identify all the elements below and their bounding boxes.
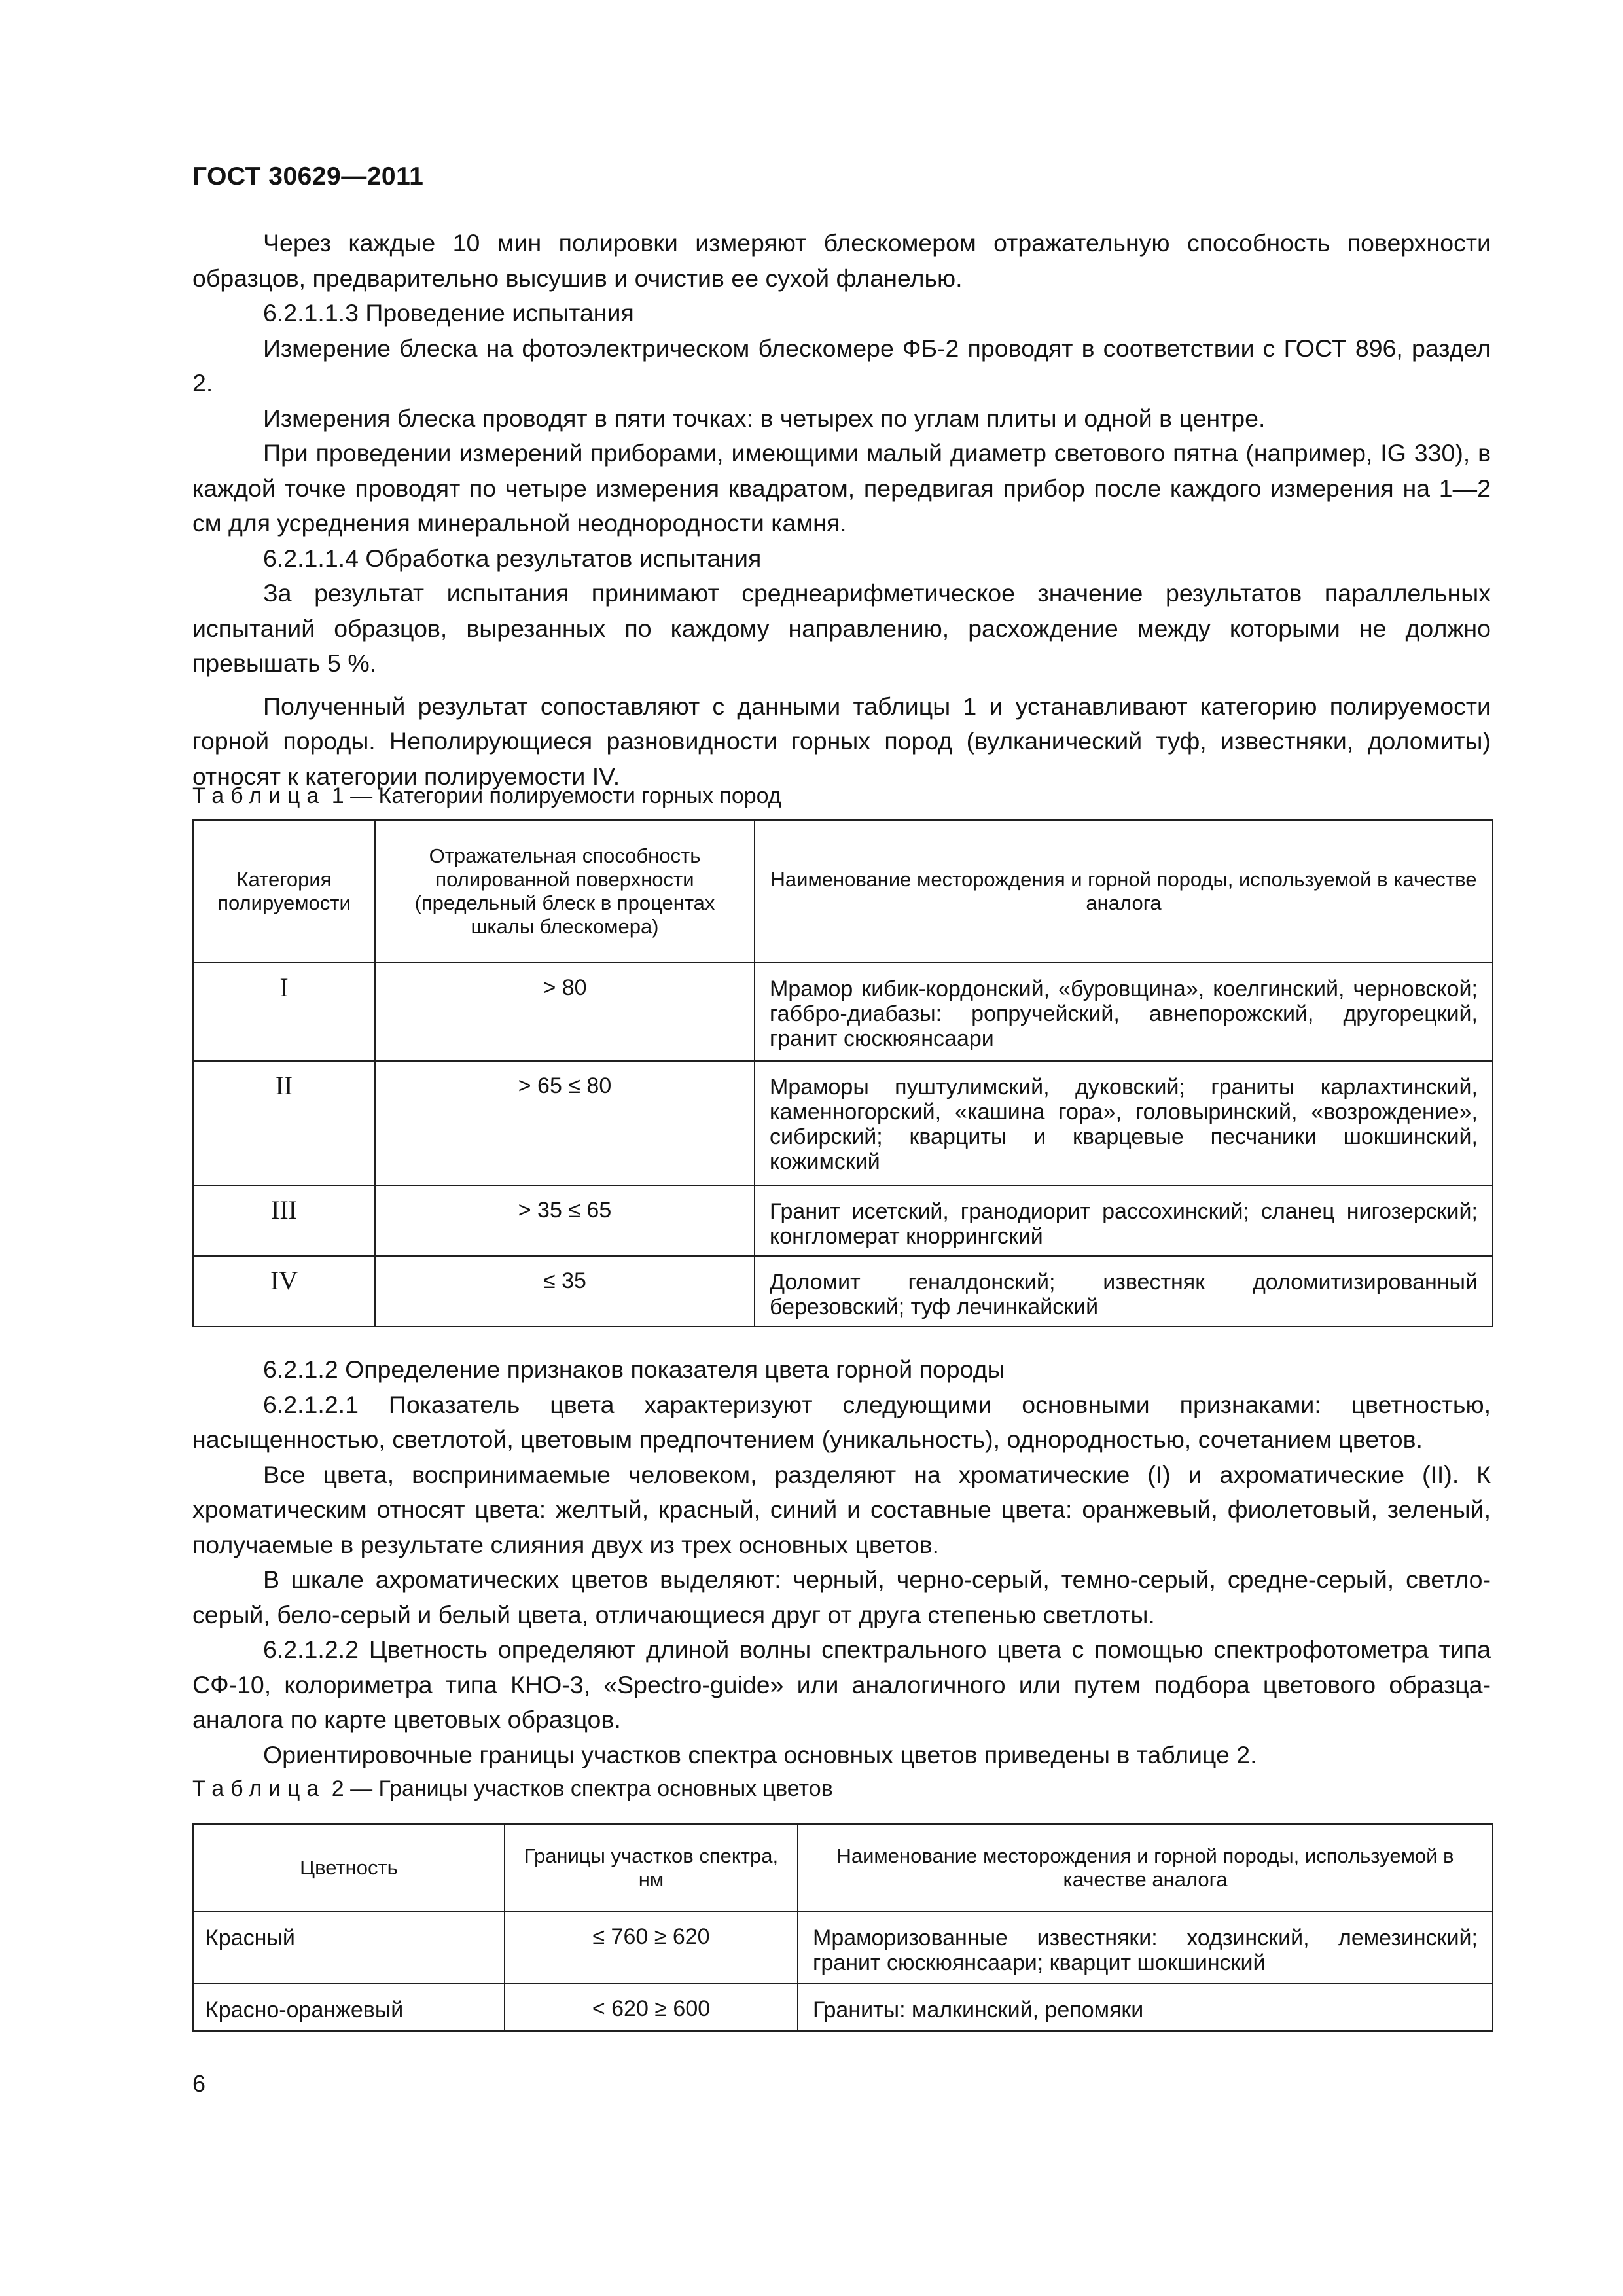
description-cell: Граниты: малкинский, репомяки xyxy=(798,1984,1493,2031)
body-text-section-2 xyxy=(192,1352,1491,1772)
description-cell: Мрамор кибик-кордонский, «буровщина», коелгинский, черновской; габбро-диабазы: ропручейский, авнепорожский, другорецкий, гранит сюскюянсаари xyxy=(755,963,1493,1061)
paragraph: В шкале ахроматических цветов выделяют: черный, черно-серый, темно-серый, средне-серый, светло-серый, бело-серый и белый цвета, отличающиеся друг от друга степенью светлоты. xyxy=(192,1566,1491,1628)
paragraph: 6.2.1.2.1 Показатель цвета характеризуют следующими основными признаками: цветностью, насыщенностью, светлотой, цветовым предпочтением (уникальность), однородностью, сочетанием цветов. xyxy=(192,1390,1491,1453)
category-cell: IV xyxy=(193,1256,375,1327)
caption-title: 1 — Категории полируемости горных пород xyxy=(325,783,781,808)
value-cell: > 80 xyxy=(375,963,755,1061)
paragraph: Измерения блеска проводят в пяти точках: в четырех по углам плиты и одной в центре. xyxy=(263,404,1266,432)
table-row xyxy=(193,1256,1493,1327)
paragraph: За результат испытания принимают среднеарифметическое значение результатов параллельных испытаний образцов, вырезанных по каждому направлению, расхождение между которыми не должно превышать 5 %. xyxy=(192,579,1491,677)
range-cell: < 620 ≥ 600 xyxy=(505,1984,798,2031)
column-header: Границы участков спектра, нм xyxy=(505,1824,798,1912)
paragraph: 6.2.1.2.2 Цветность определяют длиной волны спектрального цвета с помощью спектрофотометра типа СФ-10, колориметра типа КНО-3, «Spectro-guide» или аналогичного или путем подбора цветового образца-аналога по карте цветовых образцов. xyxy=(192,1636,1491,1733)
table-row xyxy=(193,1984,1493,2031)
subsection-heading: 6.2.1.1.4 Обработка результатов испытания xyxy=(263,544,762,572)
category-cell: I xyxy=(193,963,375,1061)
caption-prefix: Таблица xyxy=(192,1776,326,1801)
subsection-heading: 6.2.1.2 Определение признаков показателя цвета горной породы xyxy=(263,1355,1005,1383)
category-cell: II xyxy=(193,1061,375,1185)
description-cell: Доломит геналдонский; известняк доломитизированный березовский; туф лечинкайский xyxy=(755,1256,1493,1327)
column-header: Наименование месторождения и горной породы, используемой в качестве аналога xyxy=(755,820,1493,963)
category-cell: III xyxy=(193,1185,375,1256)
caption-prefix: Таблица xyxy=(192,783,326,808)
page-number: 6 xyxy=(192,2070,206,2097)
table-row xyxy=(193,1185,1493,1256)
value-cell: > 65 ≤ 80 xyxy=(375,1061,755,1185)
paragraph: Через каждые 10 мин полировки измеряют блескомером отражательную способность поверхности образцов, предварительно высушив и очистив ее сухой фланелью. xyxy=(192,229,1491,292)
description-cell: Мраморы пуштулимский, дуковский; граниты карлахтинский, каменногорский, «кашина гора», головыринский, «возрождение», сибирский; кварциты и кварцевые песчаники шокшинский, кожимский xyxy=(755,1061,1493,1185)
table-1-caption xyxy=(192,783,781,809)
table-polishability-categories xyxy=(192,819,1493,1327)
column-header: Отражательная способность полированной поверхности (предельный блеск в процентах шкалы блескомера) xyxy=(375,820,755,963)
color-cell: Красный xyxy=(193,1912,505,1984)
range-cell: ≤ 760 ≥ 620 xyxy=(505,1912,798,1984)
column-header: Цветность xyxy=(193,1824,505,1912)
table-row xyxy=(193,963,1493,1061)
table-header-row xyxy=(193,1824,1493,1912)
description-cell: Гранит исетский, гранодиорит рассохинский; сланец нигозерский; конгломерат кноррингский xyxy=(755,1185,1493,1256)
value-cell: ≤ 35 xyxy=(375,1256,755,1327)
body-text-section-1 xyxy=(192,226,1491,794)
value-cell: > 35 ≤ 65 xyxy=(375,1185,755,1256)
table-row xyxy=(193,1061,1493,1185)
paragraph: Полученный результат сопоставляют с данными таблицы 1 и устанавливают категорию полируемости горной породы. Неполирующиеся разновидности горных пород (вулканический туф, известняки, доломиты) относят к категории полируемости IV. xyxy=(192,692,1491,790)
table-spectrum-boundaries xyxy=(192,1823,1493,2032)
table-row xyxy=(193,1912,1493,1984)
caption-title: 2 — Границы участков спектра основных цветов xyxy=(325,1776,833,1801)
paragraph: Измерение блеска на фотоэлектрическом блескомере ФБ-2 проводят в соответствии с ГОСТ 896, раздел 2. xyxy=(192,334,1491,397)
color-cell: Красно-оранжевый xyxy=(193,1984,505,2031)
document-header: ГОСТ 30629—2011 xyxy=(192,162,424,190)
table-header-row xyxy=(193,820,1493,963)
description-cell: Мраморизованные известняки: ходзинский, лемезинский; гранит сюскюянсаари; кварцит шокшинский xyxy=(798,1912,1493,1984)
column-header: Наименование месторождения и горной породы, используемой в качестве аналога xyxy=(798,1824,1493,1912)
column-header: Категория полируемости xyxy=(193,820,375,963)
table-2-caption xyxy=(192,1776,833,1802)
paragraph: Все цвета, воспринимаемые человеком, разделяют на хроматические (I) и ахроматические (II). К хроматическим относят цвета: желтый, красный, синий и составные цвета: оранжевый, фиолетовый, зеленый, получаемые в результате слияния двух из трех основных цветов. xyxy=(192,1460,1491,1558)
paragraph: При проведении измерений приборами, имеющими малый диаметр светового пятна (например, IG 330), в каждой точке проводят по четыре измерения квадратом, передвигая прибор после каждого измерения на 1—2 см для усреднения минеральной неоднородности камня. xyxy=(192,439,1491,537)
paragraph: Ориентировочные границы участков спектра основных цветов приведены в таблице 2. xyxy=(263,1740,1257,1768)
subsection-heading: 6.2.1.1.3 Проведение испытания xyxy=(263,299,634,327)
